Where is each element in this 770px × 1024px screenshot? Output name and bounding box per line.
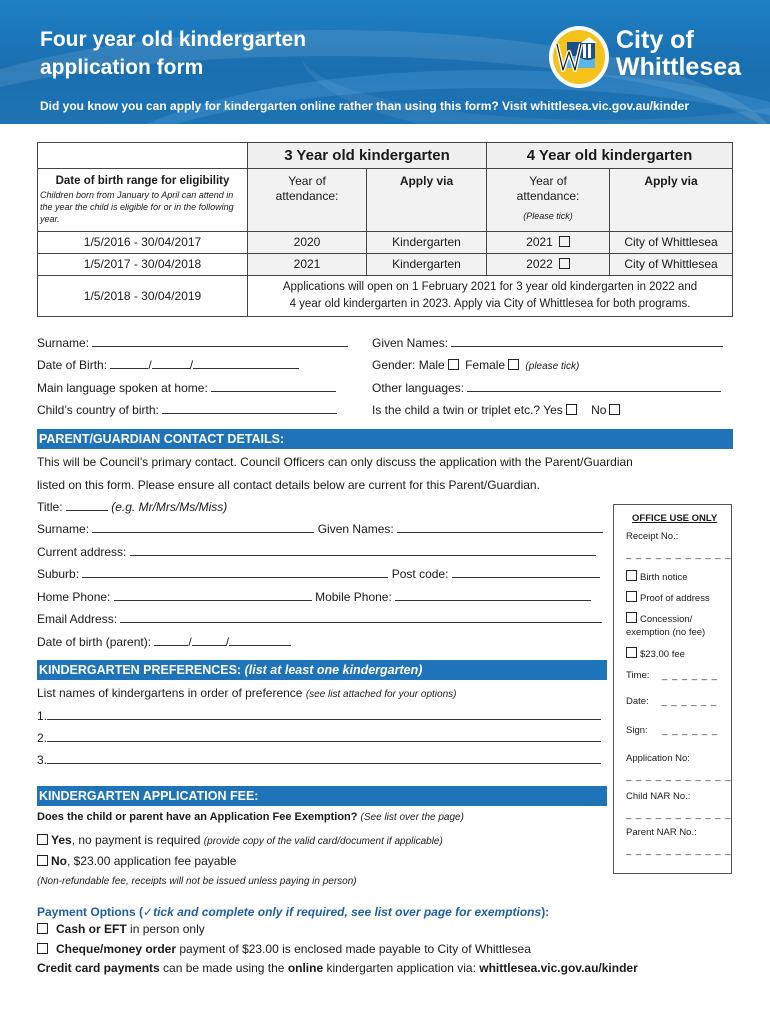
preferences-bar-note: (list at least one kindergarten) — [244, 663, 423, 677]
office-date-label: Date: — [626, 696, 649, 707]
parent-given-names-label: Given Names: — [317, 522, 394, 536]
cash-eft-text: in person only — [126, 922, 205, 936]
table-row-year4 — [486, 231, 610, 254]
child-nar-label: Child NAR No.: — [626, 791, 691, 802]
office-use-title: OFFICE USE ONLY — [632, 513, 718, 524]
preference-number: 2. — [37, 731, 48, 745]
office-sign-label: Sign: — [626, 725, 648, 736]
credit-card-row — [37, 961, 638, 975]
child-dob-year-field[interactable] — [193, 358, 299, 369]
parent-address-label: Current address: — [37, 545, 127, 559]
preference-number: 1. — [37, 709, 48, 723]
other-languages-label: Other languages: — [372, 381, 465, 395]
preference-item — [37, 753, 601, 767]
year-2022-checkbox[interactable] — [559, 258, 570, 269]
parent-info-line2: listed on this form. Please ensure all contact details below are current for this Parent/Guardian. — [37, 478, 540, 492]
preference-item — [37, 709, 601, 723]
proof-address-checkbox[interactable] — [626, 591, 637, 602]
twin-no-label: No — [591, 403, 607, 417]
cash-eft-label: Cash or EFT — [56, 922, 127, 936]
fee-yes-label: Yes — [51, 833, 72, 847]
cheque-checkbox[interactable] — [37, 943, 48, 954]
table-row-year4 — [486, 253, 610, 276]
fee-no-text: , $23.00 application fee payable — [67, 854, 237, 868]
main-language-label: Main language spoken at home: — [37, 381, 208, 395]
parent-suburb-label: Suburb: — [37, 567, 80, 581]
table-corner-cell — [37, 142, 248, 169]
child-gender-row — [372, 358, 579, 372]
fee-question: Does the child or parent have an Application Fee Exemption? — [37, 811, 358, 823]
table-row-range: 1/5/2016 - 30/04/2017 — [37, 231, 248, 254]
cash-eft-checkbox[interactable] — [37, 923, 48, 934]
fee-no-checkbox[interactable] — [37, 855, 48, 866]
twin-row — [372, 403, 623, 417]
fee-question-row — [37, 811, 464, 823]
parent-name-row — [37, 522, 603, 536]
credit-card-text: can be made using the — [159, 961, 288, 975]
receipt-no-label: Receipt No.: — [626, 531, 679, 542]
parent-suburb-field[interactable] — [82, 567, 388, 578]
parent-surname-field[interactable] — [92, 522, 314, 533]
mobile-phone-label: Mobile Phone: — [315, 590, 392, 604]
credit-card-label: Credit card payments — [37, 961, 160, 975]
table-row-via4: City of Whittlesea — [609, 231, 733, 254]
gender-male-checkbox[interactable] — [448, 359, 459, 370]
application-no-line: _ _ _ _ _ _ _ _ _ _ _ — [626, 771, 732, 782]
preference-1-field[interactable] — [47, 709, 601, 720]
credit-card-text2: kindergarten application via: — [323, 961, 480, 975]
child-dob-row: Date of Birth: / / — [37, 358, 299, 372]
child-surname-row — [37, 336, 348, 350]
intro-text: Did you know you can apply for kindergarten online rather than using this form? Visit whittlesea.vic.gov.au/kinder — [40, 99, 690, 113]
child-given-names-row — [372, 336, 723, 350]
parent-title-row — [37, 500, 227, 514]
application-no-label: Application No: — [626, 753, 690, 764]
office-use-box — [613, 504, 732, 874]
page-title-line2: application form — [40, 56, 204, 79]
credit-online: online — [287, 961, 324, 975]
parent-title-example: (e.g. Mr/Mrs/Ms/Miss) — [111, 500, 228, 514]
office-sign-row: Sign: _ _ _ _ _ _ — [626, 725, 719, 736]
preference-2-field[interactable] — [47, 731, 601, 742]
payment-cheque-row — [37, 942, 531, 956]
email-label: Email Address: — [37, 612, 118, 626]
fee-row — [626, 647, 685, 660]
year-attendance-4yo-label: Year of attendance: — [516, 174, 580, 203]
parent-postcode-field[interactable] — [452, 567, 600, 578]
preference-item — [37, 731, 601, 745]
fee-yes-checkbox[interactable] — [37, 834, 48, 845]
child-given-names-field[interactable] — [451, 336, 723, 347]
birth-notice-row — [626, 570, 688, 583]
birth-notice-label: Birth notice — [640, 572, 688, 583]
main-language-field[interactable] — [211, 381, 336, 392]
table-row-range: 1/5/2017 - 30/04/2018 — [37, 253, 248, 276]
fee-yes-note: (provide copy of the valid card/document if applicable) — [203, 836, 443, 847]
birth-notice-checkbox[interactable] — [626, 570, 637, 581]
parent-dob-year-field[interactable] — [229, 635, 291, 646]
payment-options-label: Payment Options ( — [37, 905, 144, 919]
twin-yes-label: Yes — [543, 403, 563, 417]
parent-surname-label: Surname: — [37, 522, 90, 536]
row3-note — [247, 275, 733, 317]
fee-section-bar: KINDERGARTEN APPLICATION FEE: — [37, 786, 607, 806]
parent-nar-label: Parent NAR No.: — [626, 827, 697, 838]
dob-range-note: Children born from January to April can attend in the year the child is eligible for or in the following year. — [40, 190, 234, 224]
dob-range-header — [37, 168, 248, 232]
cheque-label: Cheque/money order — [56, 942, 177, 956]
concession-row — [626, 612, 692, 625]
parent-dob-label: Date of birth (parent): — [37, 635, 152, 649]
tick-icon: ✓ — [143, 905, 154, 919]
parent-phone-row — [37, 590, 591, 604]
other-languages-row — [372, 381, 721, 395]
dob-range-label: Date of birth range for eligibility — [55, 175, 230, 187]
row3-note-line1: Applications will open on 1 February 2021 for 3 year old kindergarten in 2022 and — [282, 281, 698, 293]
country-of-birth-label: Child’s country of birth: — [37, 403, 159, 417]
fee-question-note: (See list over the page) — [360, 812, 464, 823]
payment-options-title — [37, 905, 549, 919]
table-row-year4-text: 2022 — [526, 257, 553, 271]
parent-nar-line: _ _ _ _ _ _ _ _ _ _ _ — [626, 845, 732, 856]
child-nar-line: _ _ _ _ _ _ _ _ _ _ _ — [626, 809, 732, 820]
payment-options-note: tick and complete only if required, see list over page for exemptions — [153, 905, 542, 919]
payment-options-end: ): — [541, 905, 550, 919]
child-dob-month-field[interactable] — [152, 358, 190, 369]
header-banner — [0, 0, 770, 124]
country-of-birth-row — [37, 403, 337, 417]
year-2021-checkbox[interactable] — [559, 236, 570, 247]
twin-yes-checkbox[interactable] — [566, 404, 577, 415]
parent-address-row — [37, 545, 596, 559]
concession-label: Concession/ — [640, 614, 693, 625]
fee-yes-text: , no payment is required — [71, 833, 201, 847]
parent-dob-day-field[interactable] — [154, 635, 188, 646]
child-dob-label: Date of Birth: — [37, 358, 108, 372]
table-row-year3: 2020 — [247, 231, 367, 254]
parent-given-names-field[interactable] — [397, 522, 603, 533]
preferences-bar-title: KINDERGARTEN PREFERENCES: — [39, 663, 242, 677]
parent-dob-month-field[interactable] — [192, 635, 226, 646]
office-time-label: Time: — [626, 670, 650, 681]
email-field[interactable] — [120, 612, 602, 623]
main-language-row — [37, 381, 336, 395]
logo-text — [616, 27, 741, 81]
cheque-text: payment of $23.00 is enclosed made payable to City of Whittlesea — [176, 942, 531, 956]
preferences-section-bar — [37, 660, 607, 680]
fee-yes-row — [37, 833, 443, 847]
eligibility-table — [37, 142, 733, 317]
parent-suburb-row — [37, 567, 600, 581]
gender-female-label: Female — [465, 358, 506, 372]
preferences-intro: List names of kindergartens in order of preference — [37, 686, 303, 700]
office-time-row: Time: _ _ _ _ _ _ — [626, 670, 718, 681]
twin-label: Is the child a twin or triplet etc.? — [372, 403, 541, 417]
preferences-intro-row — [37, 686, 456, 700]
fee-checkbox[interactable] — [626, 647, 637, 658]
child-dob-day-field[interactable] — [110, 358, 148, 369]
parent-info-line1: This will be Council’s primary contact. Council Officers can only discuss the application with the Parent/Guardian — [37, 455, 633, 469]
fee-no-row — [37, 854, 236, 868]
preference-3-field[interactable] — [47, 753, 601, 764]
non-refundable-note: (Non-refundable fee, receipts will not be issued unless paying in person) — [37, 876, 357, 887]
preferences-intro-note: (see list attached for your options) — [305, 689, 457, 700]
table-row-via3: Kindergarten — [366, 231, 487, 254]
logo-text-line1: City of — [616, 26, 694, 54]
country-of-birth-field[interactable] — [162, 403, 337, 414]
child-surname-label: Surname: — [37, 336, 90, 350]
logo-text-line2: Whittlesea — [616, 53, 742, 81]
child-surname-field[interactable] — [92, 336, 348, 347]
gender-female-checkbox[interactable] — [508, 359, 519, 370]
please-tick-note: (Please tick) — [523, 211, 573, 221]
fee-no-label: No — [51, 854, 67, 868]
child-given-names-label: Given Names: — [372, 336, 449, 350]
page-title — [40, 26, 306, 82]
home-phone-field[interactable] — [114, 590, 312, 601]
office-date-row: Date: _ _ _ _ _ _ — [626, 696, 718, 707]
parent-title-field[interactable] — [66, 500, 108, 511]
gender-label: Gender: — [372, 358, 416, 372]
parent-dob-row: Date of birth (parent): / / — [37, 635, 291, 649]
header-4yo: 4 Year old kindergarten — [486, 142, 733, 169]
apply-via-3yo: Apply via — [366, 168, 487, 232]
page-title-line1: Four year old kindergarten — [40, 28, 307, 51]
twin-no-checkbox[interactable] — [609, 404, 620, 415]
table-row-year4-text: 2021 — [526, 235, 553, 249]
parent-postcode-label: Post code: — [391, 567, 449, 581]
home-phone-label: Home Phone: — [37, 590, 111, 604]
mobile-phone-field[interactable] — [395, 590, 591, 601]
year-attendance-4yo — [486, 168, 610, 232]
header-3yo: 3 Year old kindergarten — [247, 142, 487, 169]
payment-cash-row — [37, 922, 205, 936]
city-logo-icon — [547, 24, 611, 90]
receipt-no-line: _ _ _ _ _ _ _ _ _ _ _ — [626, 549, 732, 560]
apply-via-4yo: Apply via — [609, 168, 733, 232]
parent-email-row — [37, 612, 602, 626]
proof-address-row — [626, 591, 710, 604]
gender-please-tick: (please tick) — [525, 361, 580, 372]
table-row-via4: City of Whittlesea — [609, 253, 733, 276]
other-languages-field[interactable] — [467, 381, 721, 392]
year-attendance-3yo: Year of attendance: — [247, 168, 367, 232]
parent-section-bar: PARENT/GUARDIAN CONTACT DETAILS: — [37, 429, 733, 449]
row3-note-line2: 4 year old kindergarten in 2023. Apply via City of Whittlesea for both programs. — [289, 298, 691, 310]
preference-number: 3. — [37, 753, 48, 767]
credit-card-url[interactable]: whittlesea.vic.gov.au/kinder — [479, 961, 638, 975]
proof-address-label: Proof of address — [640, 593, 710, 604]
table-row-year3: 2021 — [247, 253, 367, 276]
gender-male-label: Male — [418, 358, 445, 372]
fee-label: $23.00 fee — [640, 649, 685, 660]
parent-title-label: Title: — [37, 500, 63, 514]
parent-address-field[interactable] — [130, 545, 596, 556]
table-row-via3: Kindergarten — [366, 253, 487, 276]
table-row-range: 1/5/2018 - 30/04/2019 — [37, 275, 248, 317]
concession-checkbox[interactable] — [626, 612, 637, 623]
concession-label-line2: exemption (no fee) — [626, 627, 706, 638]
